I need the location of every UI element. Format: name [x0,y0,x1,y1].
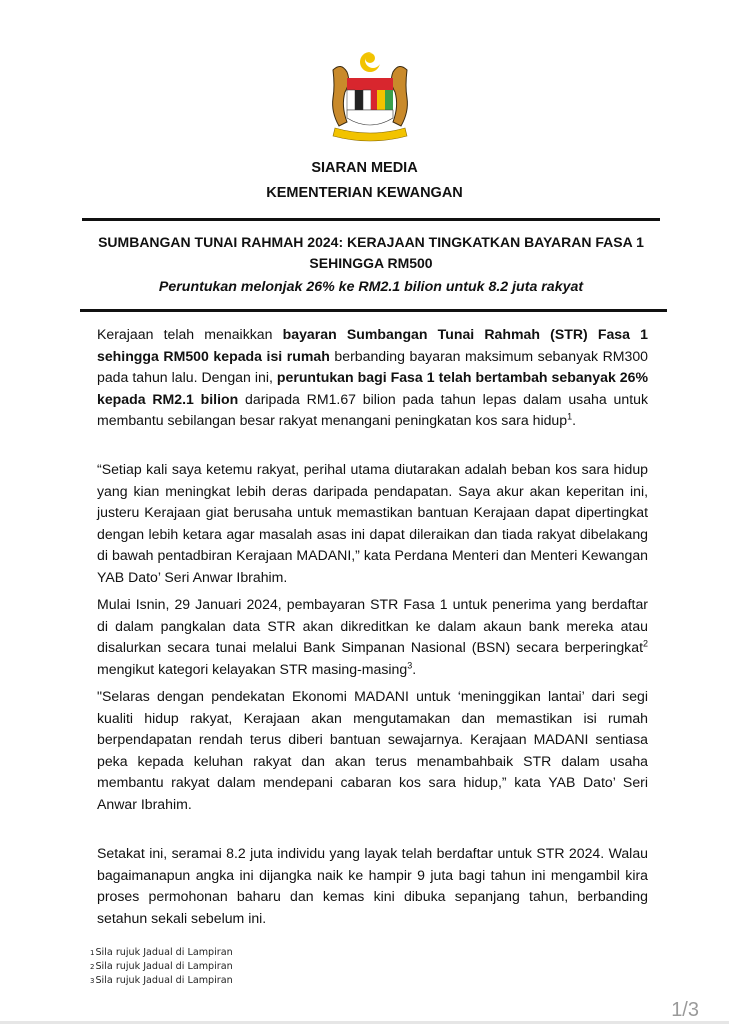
p1-text-a: Kerajaan telah menaikkan [97,326,283,342]
footnote-text: Sila rujuk Jadual di Lampiran [95,961,233,972]
paragraph-3 [97,594,648,680]
paragraph-5: Setakat ini, seramai 8.2 juta individu yang layak telah berdaftar untuk STR 2024. Walau bagaimanapun angka ini dijangka naik ke hampir 9 juta bagi tahun ini mengambil kira proses permohonan baharu dan kemas kini dibuka sepanjang tahun, berbanding setahun sekali sebelum ini. [97,845,648,926]
p1-bold-b: peruntukan bagi Fasa 1 telah bertambah sebanyak 26% kepada RM2.1 bilion [97,369,648,407]
p3-text-b: mengikut kategori kelayakan STR masing-masing [97,660,408,677]
footnotes [90,946,233,988]
divider-bottom [80,309,667,312]
malaysia-coat-of-arms-icon [327,40,413,148]
footnote-item [90,974,233,988]
page-indicator: 1/3 [671,999,699,1021]
footnote-number: 1 [90,949,95,957]
press-release-title: SUMBANGAN TUNAI RAHMAH 2024: KERAJAAN TINGKATKAN BAYARAN FASA 1 SEHINGGA RM500 [98,234,644,271]
p1-bold-a: bayaran Sumbangan Tunai Rahmah (STR) Fasa 1 sehingga RM500 kepada isi rumah [97,326,648,364]
footnote-number: 3 [90,977,95,985]
footnote-item [90,946,233,960]
footnote-ref-3[interactable]: 3 [407,660,413,671]
p3-end: . [412,660,417,677]
p3-text-a: Mulai Isnin, 29 Januari 2024, pembayaran STR Fasa 1 untuk penerima yang berdaftar di dalam pangkalan data STR akan dikreditkan ke dalam akaun bank mereka atau disalurkan secara tunai melalui Bank Simpanan Nasional (BSN) secara berperingkat [97,596,648,656]
p1-text-c: daripada RM1.67 bilion pada tahun lepas dalam usaha untuk membantu sebilangan besar rakyat menangani peningkatan kos sara hidup [97,390,648,429]
press-release-subtitle: Peruntukan melonjak 26% ke RM2.1 bilion untuk 8.2 juta rakyat [158,279,584,295]
footnote-text: Sila rujuk Jadual di Lampiran [95,975,233,986]
footnote-item [90,960,233,974]
footnote-text: Sila rujuk Jadual di Lampiran [95,947,233,958]
divider-top [82,218,660,221]
paragraph-2-quote: “Setiap kali saya ketemu rakyat, perihal utama diutarakan adalah beban kos sara hidup yang kian meningkat lebih deras daripada pendapatan. Saya akur akan keperitan ini, justeru Kerajaan giat berusaha untuk memastikan bantuan Kerajaan dapat dipertingkat dengan lebih ketara agar masalah asas ini dapat dileraikan dan tiada rakyat dibelakang di bawah pentadbiran Kerajaan MADANI,” kata Perdana Menteri dan Menteri Kewangan YAB Dato’ Seri Anwar Ibrahim. [97,461,648,585]
header-ministry: KEMENTERIAN KEWANGAN [266,185,463,201]
p1-end: . [572,412,577,429]
header-siaran-media: SIARAN MEDIA [311,160,418,176]
footnote-number: 2 [90,963,95,971]
p1-text-b: berbanding bayaran maksimum sebanyak RM300 pada tahun lalu. Dengan ini, [97,347,648,386]
footnote-ref-1[interactable]: 1 [567,411,573,422]
paragraph-1 [97,324,648,432]
footnote-ref-2[interactable]: 2 [642,638,648,649]
paragraph-4-quote: "Selaras dengan pendekatan Ekonomi MADANI untuk ‘meninggikan lantai’ dari segi kualiti hidup rakyat, Kerajaan akan mengutamakan dan memastikan isi rumah berpendapatan rendah terus diberi bantuan sewajarnya. Kerajaan MADANI sentiasa peka kepada keluhan rakyat dan akan terus menambahbaik STR dalam usaha membantu rakyat dalam mendepani cabaran kos sara hidup,” kata YAB Dato’ Seri Anwar Ibrahim. [97,688,648,812]
